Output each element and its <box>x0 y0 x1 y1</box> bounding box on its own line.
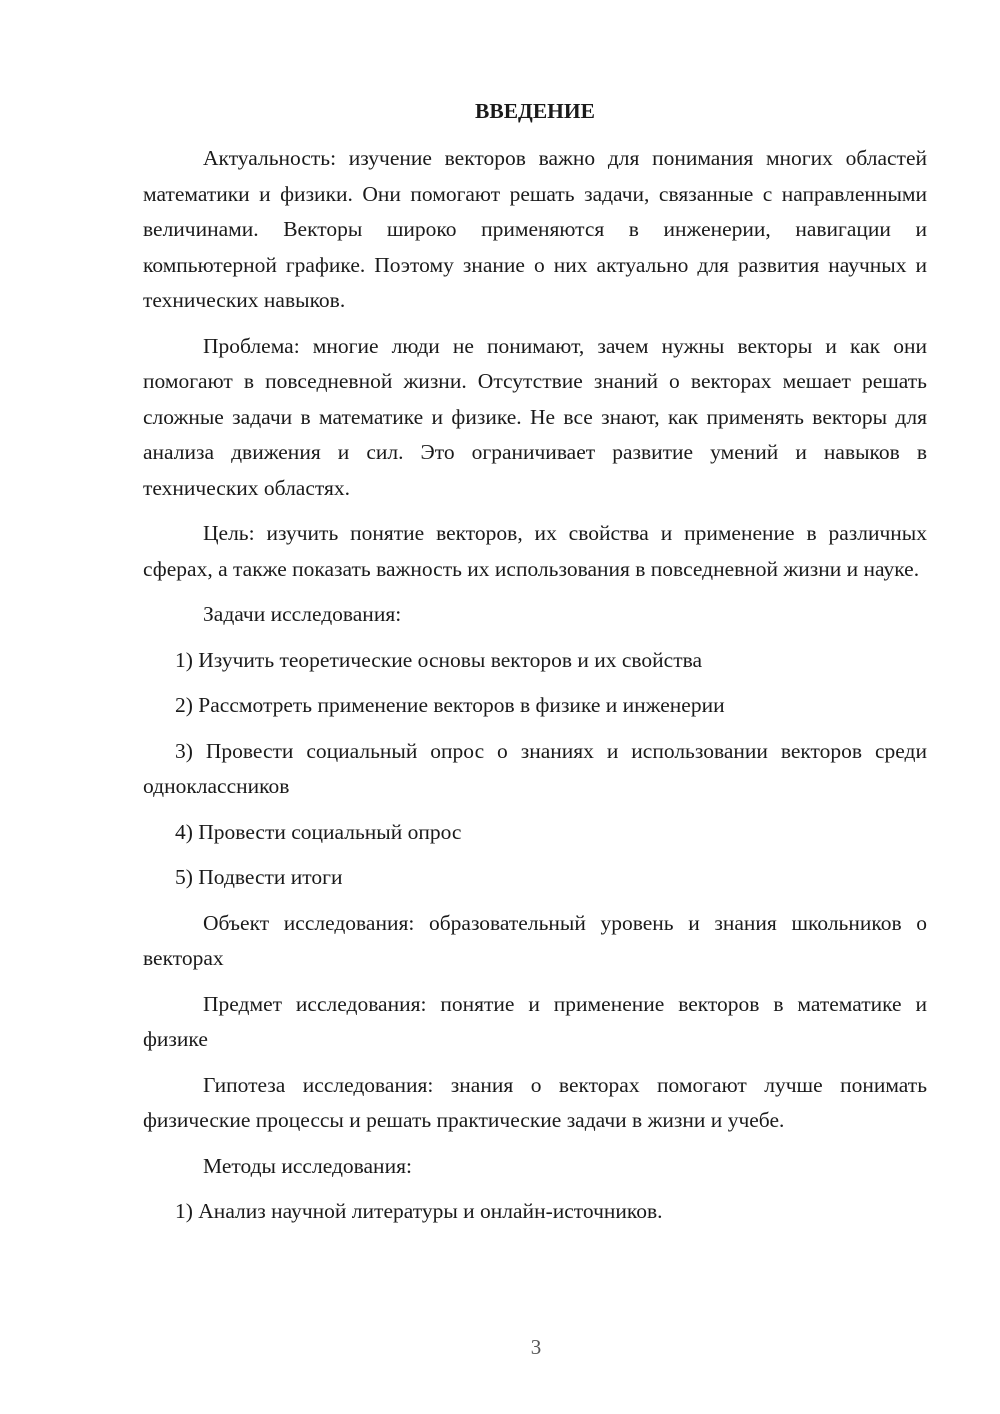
paragraph-problem: Проблема: многие люди не понимают, зачем нужны векторы и как они помогают в повседневной жизни. Отсутствие знаний о векторах мешает решать сложные задачи в математике и физике. Не все знают, как применять векторы для анализа движения и сил. Это ограничивает развитие умений и навыков в технических областях. <box>143 333 927 500</box>
list-item-task-1: 1) Изучить теоретические основы векторов и их свойства <box>175 647 703 672</box>
list-item-task-4: 4) Провести социальный опрос <box>175 819 462 844</box>
methods-heading: Методы исследования: <box>203 1153 412 1178</box>
paragraph-relevance: Актуальность: изучение векторов важно для понимания многих областей математики и физики. Они помогают решать задачи, связанные с направленными величинами. Векторы широко применяются в инженерии, навигации и компьютерной графике. Поэтому знание о них актуально для развития научных и технических навыков. <box>143 146 927 312</box>
list-item-task-3: 3) Провести социальный опрос о знаниях и использовании векторов среди одноклассников <box>143 738 927 798</box>
page-number: 3 <box>530 1335 542 1359</box>
paragraph-hypothesis: Гипотеза исследования: знания о векторах помогают лучше понимать физические процессы и решать практические задачи в жизни и учебе. <box>143 1072 927 1132</box>
list-item-task-2: 2) Рассмотреть применение векторов в физике и инженерии <box>175 693 725 717</box>
paragraph-subject: Предмет исследования: понятие и применение векторов в математике и физике <box>143 991 927 1051</box>
paragraph-goal: Цель: изучить понятие векторов, их свойства и применение в различных сферах, а также показать важность их использования в повседневной жизни и науке. <box>143 521 927 581</box>
page-title: ВВЕДЕНИЕ <box>475 99 595 123</box>
paragraph-object: Объект исследования: образовательный уровень и знания школьников о векторах <box>143 910 927 970</box>
list-item-method-1: 1) Анализ научной литературы и онлайн-источников. <box>175 1199 663 1223</box>
list-item-task-5: 5) Подвести итоги <box>175 865 343 889</box>
tasks-heading: Задачи исследования: <box>203 602 402 626</box>
page-content <box>143 94 927 1240</box>
